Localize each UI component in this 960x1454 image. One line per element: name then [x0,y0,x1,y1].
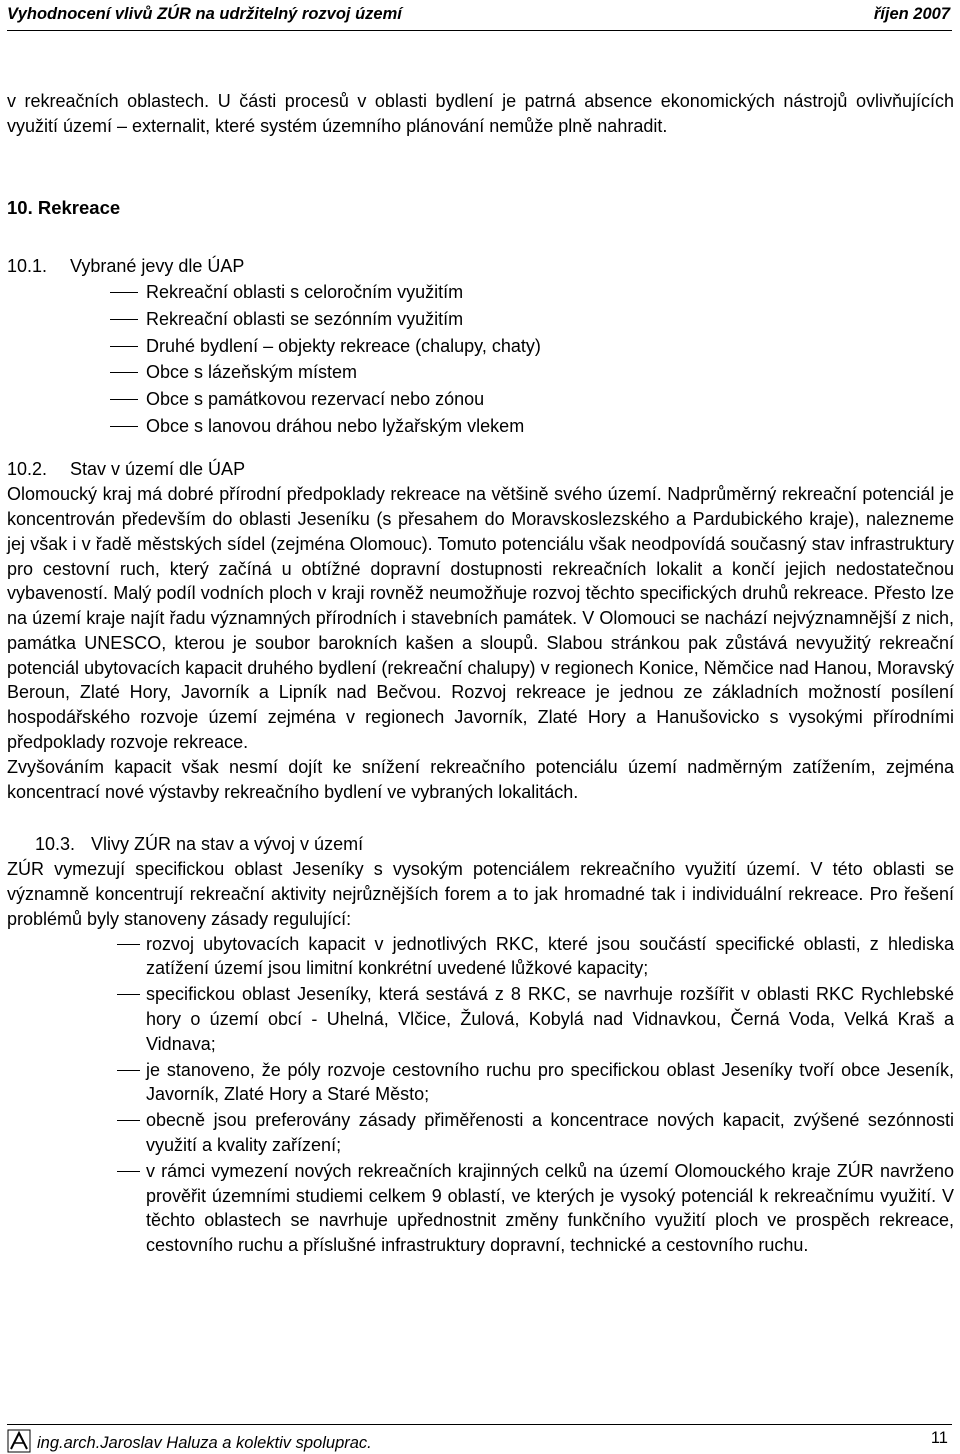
page-footer [7,1424,952,1452]
document-body [7,89,954,1259]
subsection-2-heading [7,457,954,482]
company-logo-icon [7,1429,31,1453]
intro-paragraph: v rekreačních oblastech. U části procesů v oblasti bydlení je patrná absence ekonomických nástrojů ovlivňujících využití území – externalit, které systém územního plánování nemůže plně nahradit. [7,91,954,136]
header-title: Vyhodnocení vlivů ZÚR na udržitelný rozvoj území [7,5,402,23]
subsection-1-number: 10.1. [7,256,48,277]
list-item: obecně jsou preferovány zásady přiměřenosti a koncentrace nových kapacit, zvýšené sezónnosti využití a kvality zařízení; [7,1108,954,1158]
list-item: Obce s památkovou rezervací nebo zónou [7,386,954,413]
list-item: specifickou oblast Jeseníky, která sestává z 8 RKC, se navrhuje rozšířit v oblasti RKC Rychlebské hory o území obcí - Uhelná, Vlčice, Žulová, Kobylá nad Vidnavkou, Černá Voda, Velká Kraš a Vidnava; [7,982,954,1056]
section-heading: 10. Rekreace [7,196,121,218]
list-item: Rekreační oblasti se sezónním využitím [7,306,954,333]
header-date: říjen 2007 [873,5,950,23]
zasady-list [7,932,954,1258]
subsection-1-heading [7,254,954,279]
subsection-3-number: 10.3. [35,834,76,855]
subsection-2-number: 10.2. [7,459,48,480]
stav-paragraph: Olomoucký kraj má dobré přírodní předpoklady rekreace na většině svého území. Nadprůměrný rekreační potenciál je koncentrován především do oblasti Jeseníku (s přesahem do Moravskoslezského a Pardubického kraje), nalezneme jej však i v řadě městských sídel (zejména Olomouc). Tomuto potenciálu však neodpovídá současný stav infrastruktury pro cestovní ruch, který začíná u obtížné dopravní dostupnosti rekreačních lokalit a končí jejich nedostatečnou vybaveností. Malý podíl vodních ploch v kraji rovněž neumožňuje rozvoj těchto specifických druhů rekreace. Přesto lze na území kraje najít řadu významných přírodních i stavebních památek. V Olomouci se nachází nejvýznamnější z nich, památka UNESCO, kterou je soubor barokních kašen a sloupů. Slabou stránkou pak zůstává nevyužitý rekreační potenciál ubytovacích kapacit druhého bydlení (rekreační chalupy) v regionech Konice, Němčice nad Hanou, Moravský Beroun, Zlaté Hory, Javorník a Lipník nad Bečvou. Rozvoj rekreace je jednou ze základních možností posílení hospodářského rozvoje území zejména v regionech Javorník, Zlaté Hory a Hanušovicko s vysokými přírodními předpoklady rozvoje rekreace. [7,484,954,753]
jevy-list [7,279,954,439]
subsection-3-heading [7,832,954,857]
list-item: v rámci vymezení nových rekreačních krajinných celků na území Olomouckého kraje ZÚR navrženo prověřit územními studiemi celkem 9 oblastí, ve kterých je vysoký potenciál k rekreačnímu využití. V těchto oblastech se navrhuje upřednostnit změny funkčního využití ploch ve prospěch rekreace, cestovního ruchu a příslušné infrastruktury dopravní, technické a cestovního ruchu. [7,1159,954,1258]
list-item: Rekreační oblasti s celoročním využitím [7,279,954,306]
footer-author: ing.arch.Jaroslav Haluza a kolektiv spoluprac. [37,1434,372,1452]
list-item: Druhé bydlení – objekty rekreace (chalupy, chaty) [7,333,954,360]
page-number: 11 [930,1429,948,1447]
subsection-2-title: Stav v území dle ÚAP [70,459,246,480]
subsection-3-title: Vlivy ZÚR na stav a vývoj v území [91,834,364,855]
list-item: rozvoj ubytovacích kapacit v jednotlivých RKC, které jsou součástí specifické oblasti, z hlediska zatížení území jsou limitní konkrétní uvedené lůžkové kapacity; [7,932,954,982]
stav-paragraph-2: Zvyšováním kapacit však nesmí dojít ke snížení rekreačního potenciálu území nadměrným zatížením, zejména koncentrací nové výstavby rekreačního bydlení ve vybraných lokalitách. [7,756,954,802]
list-item: Obce s lázeňským místem [7,359,954,386]
vlivy-paragraph: ZÚR vymezují specifickou oblast Jeseníky s vysokým potenciálem rekreačního využití území. V této oblasti se významně koncentrují rekreační aktivity nejrůznějších forem a to jak hromadné tak i individuální rekreace. Pro řešení problémů byly stanoveny zásady regulující: [7,859,954,929]
list-item: je stanoveno, že póly rozvoje cestovního ruchu pro specifickou oblast Jeseníky tvoří obce Jeseník, Javorník, Zlaté Hory a Staré Město; [7,1058,954,1108]
list-item: Obce s lanovou dráhou nebo lyžařským vlekem [7,413,954,440]
subsection-1-title: Vybrané jevy dle ÚAP [70,256,245,277]
page-header [7,0,952,31]
